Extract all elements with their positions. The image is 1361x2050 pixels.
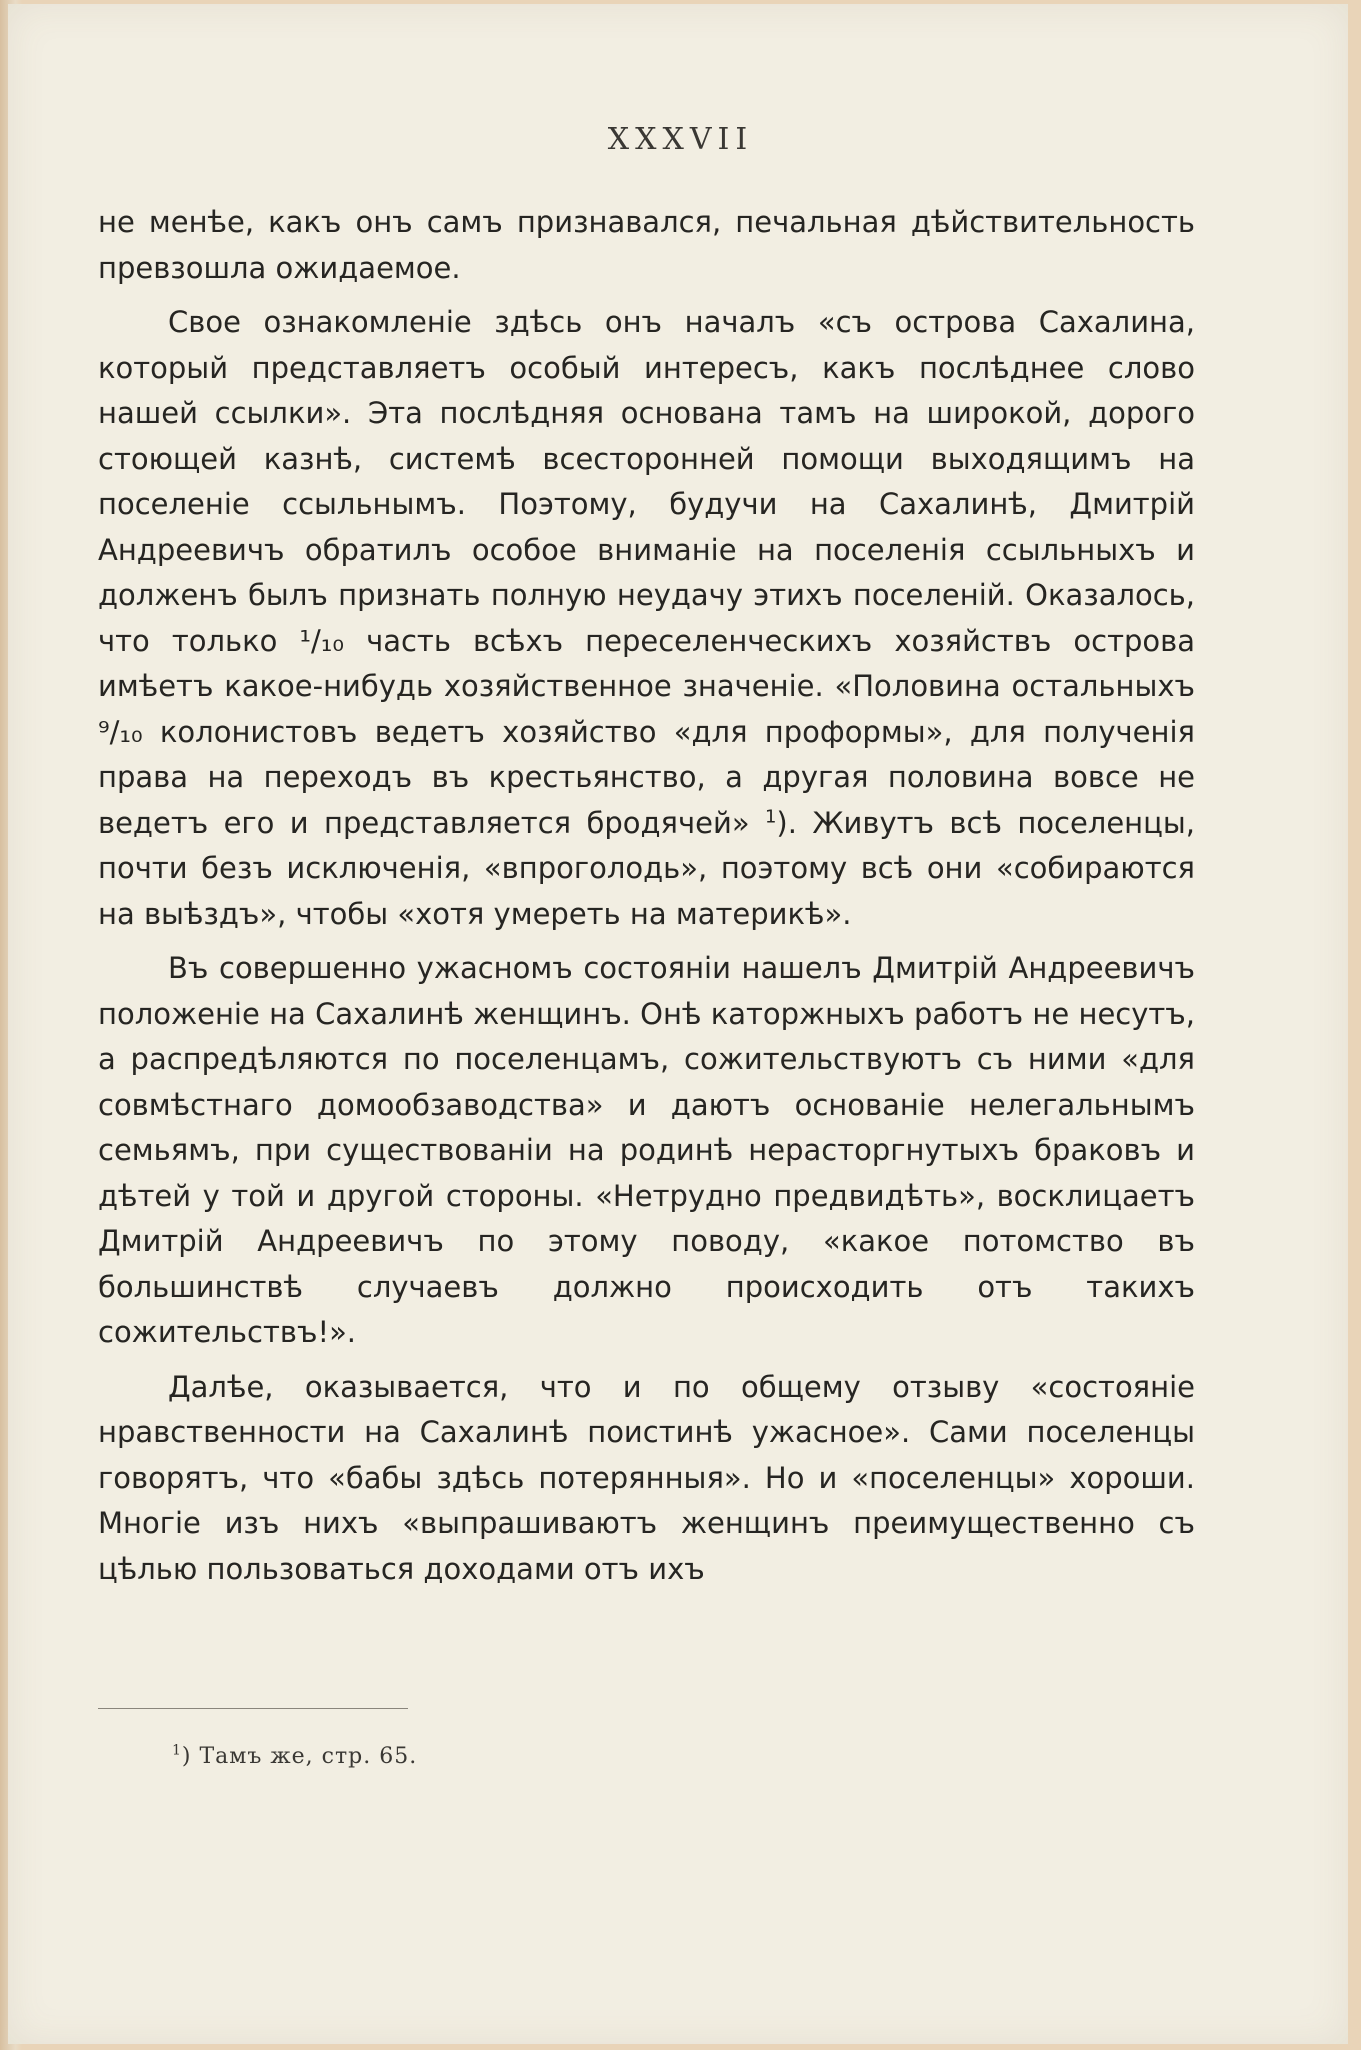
body-text (98, 200, 1195, 1601)
footnote-reference-mark: 1 (764, 805, 777, 827)
footnote-separator (98, 1708, 408, 1709)
paragraph-1: не менѣе, какъ онъ самъ признавался, печальная дѣйствительность превзошла ожидаемое. (98, 205, 1195, 285)
paragraph-3: Въ совершенно ужасномъ состояніи нашелъ Дмитрій Андреевичъ положеніе на Сахалинѣ женщинъ. Онѣ каторжныхъ работъ не несутъ, а распредѣляются по поселенцамъ, сожительствуютъ съ ними «для совмѣстнаго домообзаводства» и даютъ основаніе нелегальнымъ семьямъ, при существованіи на родинѣ нерасторгнутыхъ браковъ и дѣтей у той и другой стороны. «Нетрудно предвидѣть», восклицаетъ Дмитрій Андреевичъ по этому поводу, «какое потомство въ большинствѣ случаевъ должно происходить отъ такихъ сожительствъ!». (98, 951, 1195, 1349)
footnote-marker: 1 (172, 1742, 182, 1759)
running-head-page-number: XXXVII (607, 122, 754, 157)
paragraph-2-text: Свое ознакомленіе здѣсь онъ началъ «съ острова Сахалина, который представляетъ особый интересъ, какъ послѣднее слово нашей ссылки». Эта послѣдняя основана тамъ на широкой, дорого стоющей казнѣ, системѣ всесторонней помощи выходящимъ на поселеніе ссыльнымъ. Поэтому, будучи на Сахалинѣ, Дмитрій Андреевичъ обратилъ особое вниманіе на поселенія ссыльныхъ и долженъ былъ признать полную неудачу этихъ поселеній. Оказалось, что только ¹/₁₀ часть всѣхъ переселенческихъ хозяйствъ острова имѣетъ какое-нибудь хозяйственное значеніе. «Половина остальныхъ ⁹/₁₀ колонистовъ ведетъ хозяйство «для проформы», для полученія права на переходъ въ крестьянство, а другая половина вовсе не ведетъ его и представляется бродячей» (98, 305, 1195, 840)
footnote (172, 1744, 417, 1769)
footnote-text: ) Тамъ же, стр. 65. (181, 1744, 418, 1769)
paragraph-2 (98, 300, 1195, 937)
paragraph-2-continuation: ). Живутъ всѣ поселенцы, почти безъ исключенія, «впроголодь», поэтому всѣ они «собираются на выѣздъ», чтобы «хотя умереть на материкѣ». (98, 805, 1196, 931)
paragraph-4: Далѣе, оказывается, что и по общему отзыву «состояніе нравственности на Сахалинѣ поистинѣ ужасное». Сами поселенцы говорятъ, что «бабы здѣсь потерянныя». Но и «поселенцы» хороши. Многіе изъ нихъ «выпрашиваютъ женщинъ преимущественно съ цѣлью пользоваться доходами отъ ихъ (98, 1369, 1195, 1586)
